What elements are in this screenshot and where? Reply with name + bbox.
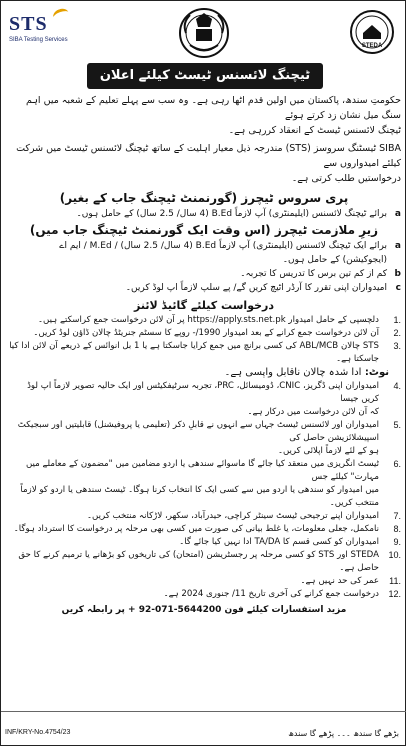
footer-slogan: بڑھے گا سندھ ۔۔۔ پڑھے گا سندھ [288,729,399,738]
guideline-text: عمر کی حد نہیں ہے۔ [300,576,379,586]
criteria-marker: b [394,269,401,279]
guidelines-list [7,314,401,366]
guideline-text: امیدواران اور لائسنس ٹیسٹ جہاں سے انہوں نے قابلِ ذکر (تعلیمی یا پروفیشنل) قابلیتیں اور سبجیکٹ اسپیشلائزیشن حاصل کی [17,420,379,443]
criteria-text: برائے ٹیچنگ لائسنس (ایلیمنٹری) آپ لازماً B.Ed (4 سال/ 2.5 سال) کے حامل ہوں۔ [76,209,387,219]
guideline-number: 5. [393,420,401,430]
sts-logo-subtitle: SIBA Testing Services [9,37,68,43]
contact-line: مزید استفسارات کیلئے فون 5644200-071-92 + پر رابطہ کریں [61,605,347,615]
criteria-marker: a [394,209,401,219]
advertisement-body [7,93,401,709]
guideline-text: امیدواران اپنے ترجیحی ٹیسٹ سینٹر کراچی، حیدرآباد، سکھر، لاڑکانہ منتخب کریں۔ [87,511,379,521]
header [1,1,406,63]
criteria-text: برائے ایک ٹیچنگ لائسنس (ایلیمنٹری) آپ لازماً B.Ed (4 سال/ 2.5 سال) / M.Ed / ایم اے [59,241,387,251]
intro-line-3: SIBA ٹیسٹنگ سروسز (STS) مندرجہ ذیل معیار اہلیت کے ساتھ ٹیچنگ لائسنس ٹیسٹ میں شرکت کیلئے امیدواروں سے [16,143,401,169]
announcement-title: ٹیچنگ لائسنس ٹیسٹ کیلئے اعلان [87,63,323,89]
pre-service-heading: پری سروس ٹیچرز (گورنمنٹ ٹیچنگ جاب کے بغیر) [59,191,349,205]
criteria-text: امیدواران اپنی تقرر کا آرڈر اٹیچ کریں گے/ پے سلپ لازماً اپ لوڈ کریں۔ [125,283,387,293]
sts-logo-text: STS [9,13,48,35]
criteria-marker: c [395,283,401,293]
guideline-text: امیدواران کو کسی قسم کا TA/DA ادا نہیں کیا جائے گا۔ [179,537,379,547]
guideline-item [7,536,401,549]
guideline-item [7,340,401,366]
guideline-number: 12. [388,589,401,599]
guideline-number: 8. [393,524,401,534]
guideline-text: ہو کے لئے لازماً اپلائی کریں۔ [277,446,379,456]
guideline-text: دلچسپی کے حامل امیدوار https://apply.sts.net.pk پر آن لائن درخواست جمع کراسکتے ہیں۔ [38,315,379,325]
guideline-item [7,327,401,340]
guidelines-heading: درخواست کیلئے گائیڈ لائنز [134,299,274,312]
guideline-text: STEDA اور STS کو کسی مرحلہ پر رجسٹریشن (امتحان) کی تاریخوں کو بڑھانے یا ترمیم کرنے کا حق حاصل ہے۔ [18,550,379,573]
guideline-number: 2. [393,328,401,338]
guideline-text: میں امیدوار کو سندھی یا اردو میں سے کسی ایک کا انتخاب کرنا ہوگا۔ ٹیسٹ سندھی یا اردو کو لازماً منتخب کریں۔ [20,485,379,508]
note-label: نوٹ: [364,367,389,378]
guideline-text: درخواست جمع کرانے کی آخری تاریخ 11/ جنوری 2024 ہے۔ [163,589,379,599]
criteria-marker: a [394,241,401,251]
pre-service-criteria [7,207,401,221]
footer [1,711,406,745]
guideline-item [7,549,401,575]
guideline-number: 4. [393,381,401,391]
in-service-criteria-c [7,281,401,295]
guideline-item [7,575,401,588]
guideline-text: نامکمل، جعلی معلومات، یا غلط بیانی کی صورت میں کسی بھی مرحلہ پر درخواست کا استرداد ہوگا۔ [13,524,379,534]
guideline-text: امیدواران اپنی ڈگریز، CNIC، ڈومیسائل، PRC، تجربہ سرٹیفکیٹس اور ایک حالیہ تصویر لازماً اپ لوڈ کریں جیسا [27,381,379,404]
guideline-item [7,380,401,419]
guideline-item [7,314,401,327]
guideline-number: 6. [393,459,401,469]
intro-line-1: حکومتِ سندھ، پاکستان میں اولین قدم اٹھا رہی ہے۔ وہ سب سے پہلے تعلیم کے شعبہ میں اہم سنگ میل نشان زد کرتے ہوئے [26,95,401,121]
reference-number: INF/KRY-No.4754/23 [5,729,71,736]
intro-line-4: درخواستیں طلب کرتی ہے۔ [291,173,401,184]
steda-logo-text: STEDA [361,43,383,49]
guideline-text: کہ آن لائن درخواست میں درکار ہے۔ [247,407,379,417]
footer-divider [1,711,406,712]
note-text: ادا شدہ چالان ناقابل واپسی ہے۔ [224,367,362,378]
in-service-heading: زیرِ ملازمت ٹیچرز (اس وقت ایک گورنمنٹ ٹیچنگ جاب میں) [29,223,379,237]
guideline-number: 10. [388,550,401,560]
guideline-number: 9. [393,537,401,547]
guideline-number: 11. [389,576,401,586]
in-service-criteria-a [7,239,401,267]
intro-line-2: ٹیچنگ لائسنس ٹیسٹ کے انعقاد کررہی ہے۔ [228,125,401,136]
guideline-text: ٹیسٹ انگریزی میں منعقد کیا جائے گا ماسوائے سندھی یا اردو مضامین میں "مضمون کے معاملے میں مہارت" کیلئے جس [25,459,379,482]
guideline-number: 3. [393,341,401,351]
guideline-number: 1. [393,315,401,325]
criteria-text-continued: (ایجوکیشن) کے حامل ہوں۔ [282,255,387,265]
guideline-number: 7. [393,511,401,521]
steda-logo [349,9,395,55]
guideline-item [7,523,401,536]
guideline-item [7,458,401,510]
guideline-item [7,510,401,523]
guidelines-list-continued [7,380,401,601]
sts-logo [9,13,79,53]
guideline-item [7,419,401,458]
guideline-item [7,588,401,601]
sindh-government-emblem-icon [176,5,232,59]
guideline-text: آن لائن درخواست جمع کرانے کے بعد امیدوار 1990/- روپے کا سسٹم جنریٹڈ چالان ڈاؤن لوڈ کریں۔ [33,328,379,338]
note-row [7,366,401,380]
in-service-criteria-b [7,267,401,281]
guideline-text: STS چالان ABL/MCB کی کسی برانچ میں جمع کرایا جاسکتا ہے یا 1 بل انوائس کے ذریعے آن لائن ادا کیا جاسکتا ہے۔ [9,341,379,364]
criteria-text: کم از کم تین برس کا تدریس کا تجربہ۔ [240,269,387,279]
